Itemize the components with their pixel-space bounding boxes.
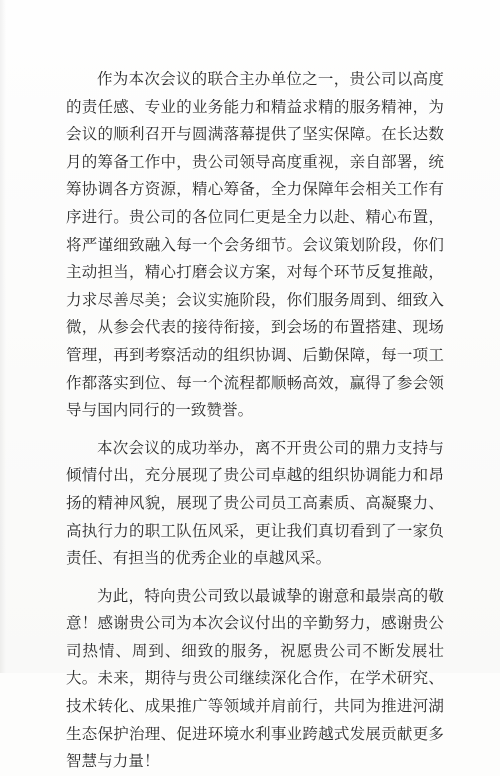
paragraph-thanks-and-future: 为此，特向贵公司致以最诚挚的谢意和最崇高的敬意！感谢贵公司为本次会议付出的辛勤努力，感谢贵公司热情、周到、细致的服务，祝愿贵公司不断发展壮大。未来，期待与贵公司继续深化合作，在学术研究、技术转化、成果推广等领域并肩前行，共同为推进河湖生态保护治理、促进环境水利事业跨越式发展贡献更多智慧与力量！ — [66, 586, 444, 771]
paragraph-success-support: 本次会议的成功举办，离不开贵公司的鼎力支持与倾情付出，充分展现了贵公司卓越的组织协调能力和昂扬的精神风貌，展现了贵公司员工高素质、高凝聚力、高执行力的职工队伍风采，更让我们真切看到了一家负责任、有担当的优秀企业的卓越风采。 — [66, 438, 444, 568]
letter-body — [66, 66, 444, 776]
paragraph-organization-contribution: 作为本次会议的联合主办单位之一，贵公司以高度的责任感、专业的业务能力和精益求精的服务精神，为会议的顺利召开与圆满落幕提供了坚实保障。在长达数月的筹备工作中，贵公司领导高度重视，亲自部署，统筹协调各方资源，精心筹备，全力保障年会相关工作有序进行。贵公司的各位同仁更是全力以赴、精心布置，将严谨细致融入每一个会务细节。会议策划阶段，你们主动担当，精心打磨会议方案，对每个环节反复推敲，力求尽善尽美；会议实施阶段，你们服务周到、细致入微，从参会代表的接待衔接，到会场的布置搭建、现场管理，再到考察活动的组织协调、后勤保障，每一项工作都落实到位、每一个流程都顺畅高效，赢得了参会领导与国内同行的一致赞誉。 — [66, 70, 444, 420]
